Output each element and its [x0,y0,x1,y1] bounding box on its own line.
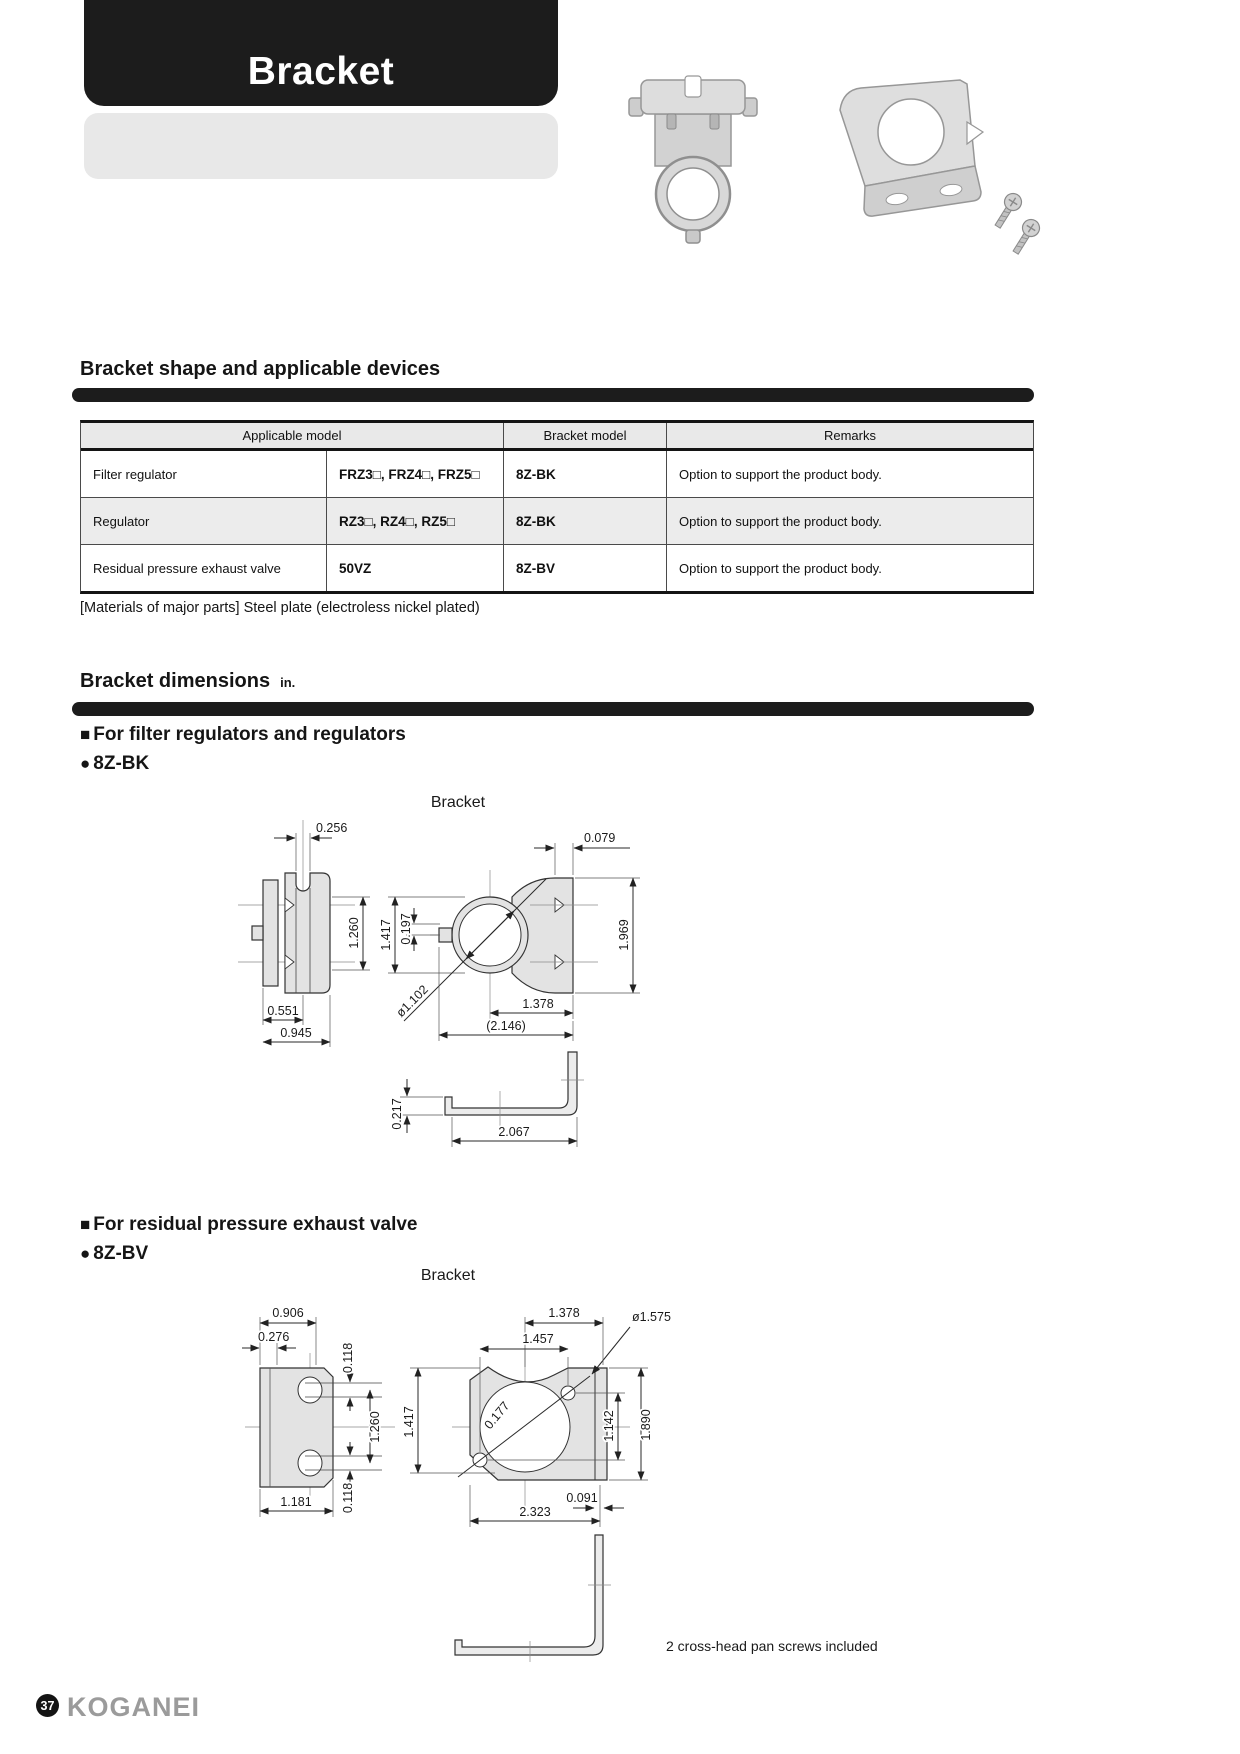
bv-screws-note: 2 cross-head pan screws included [666,1638,878,1654]
bv-dim-hole-span: 1.457 [522,1332,554,1346]
product-photo-brackets [615,70,1055,280]
cell-models: FRZ3□, FRZ4□, FRZ5□ [326,451,503,497]
bk-dimension-drawing [200,785,670,1175]
bv-dim-top-width: 0.906 [272,1306,304,1320]
bk-profile-view [445,1052,584,1131]
bullet-marker-icon: ● [80,1244,91,1263]
bv-model-text: 8Z-BV [93,1243,149,1264]
dimensions-heading-text: Bracket dimensions [80,670,271,692]
col-header-remarks: Remarks [666,423,1033,448]
square-marker-icon: ■ [80,725,91,744]
bk-dim-foot-height: 0.217 [390,1098,404,1130]
col-header-bracket-model: Bracket model [503,423,666,448]
page-title: Bracket [247,50,395,93]
bk-dim-center-to-edge: 1.378 [522,997,554,1011]
brand-logo: KOGANEI [67,1692,201,1722]
bv-dim-hole-inset: 0.276 [258,1330,290,1344]
bv-dim-hole-pitch-right: 1.142 [602,1410,616,1442]
bk-dim-depth-overall: 0.945 [280,1026,312,1040]
page-number: 37 [40,1698,55,1713]
bk-dim-overall-width: (2.146) [486,1019,526,1033]
applicable-devices-table [80,420,1034,594]
bv-dim-big-hole-diameter: ø1.575 [632,1310,671,1324]
bk-dim-foot-length: 2.067 [498,1125,530,1139]
bk-model-heading [80,753,149,775]
bv-dim-small-hole-diameter: 0.177 [481,1398,513,1432]
product-photo-bracket-bv [840,80,983,216]
bv-model-heading [80,1243,148,1265]
page-title-box [84,0,558,106]
cell-device: Residual pressure exhaust valve [93,560,281,576]
cell-models: 50VZ [326,545,503,591]
bv-drawing-caption: Bracket [420,1267,476,1284]
cell-remarks: Option to support the product body. [666,498,1033,544]
bv-dim-slot-width-top: 0.118 [341,1342,355,1374]
materials-note: [Materials of major parts] Steel plate (electroless nickel plated) [80,600,480,616]
cell-remarks: Option to support the product body. [666,545,1033,591]
bk-dim-hole-diameter: ø1.102 [393,982,431,1020]
table-row [81,545,1033,591]
header-gray-panel [84,113,558,179]
bk-subheading-text: For filter regulators and regulators [93,724,406,745]
product-photo-bracket-bk [629,76,757,243]
bk-drawing-caption: Bracket [430,794,486,811]
shape-section-heading: Bracket shape and applicable devices [80,358,441,380]
bv-profile-view [455,1535,611,1662]
bv-subheading [80,1214,418,1236]
bk-subheading [80,724,406,746]
bk-dim-notch-width: 0.256 [316,821,348,835]
dimensions-section-heading [80,670,295,693]
bv-dim-plate-height: 1.417 [402,1406,416,1438]
cell-device: Regulator [93,513,150,529]
cell-bracket-model: 8Z-BK [503,498,666,544]
bv-dim-bottom-width: 1.181 [280,1495,312,1509]
bv-subheading-text: For residual pressure exhaust valve [93,1214,418,1235]
bv-dim-overall-width: 2.323 [519,1505,551,1519]
shape-section-bar [72,388,1034,402]
bk-dim-mount-height: 1.260 [347,917,361,949]
page-number-badge [36,1694,59,1717]
cell-models: RZ3□, RZ4□, RZ5□ [326,498,503,544]
cell-bracket-model: 8Z-BV [503,545,666,591]
table-row [81,498,1033,545]
square-marker-icon: ■ [80,1215,91,1234]
bk-dim-depth-inner: 0.551 [267,1004,299,1018]
bv-dim-center-to-right: 1.378 [548,1306,580,1320]
bv-dimension-drawing [200,1255,900,1675]
col-header-applicable-model: Applicable model [242,428,342,443]
bk-dim-flange-thickness: 0.079 [584,831,616,845]
bv-dim-slot-width-bottom: 0.118 [341,1482,355,1514]
cell-device: Filter regulator [93,466,177,482]
product-photo-screws [990,190,1042,257]
dimensions-section-bar [72,702,1034,716]
bk-dim-pin-offset: 0.197 [399,913,413,945]
bv-dim-flange-thickness: 0.091 [566,1491,598,1505]
dimensions-unit: in. [280,675,296,690]
cell-bracket-model: 8Z-BK [503,451,666,497]
bv-dim-overall-height: 1.890 [639,1409,653,1441]
cell-remarks: Option to support the product body. [666,451,1033,497]
bk-dim-plate-height: 1.417 [379,919,393,951]
table-header-row [81,423,1033,451]
bk-model-text: 8Z-BK [93,753,150,774]
bk-dim-overall-height: 1.969 [617,919,631,951]
bullet-marker-icon: ● [80,754,91,773]
bv-dim-hole-pitch-vertical: 1.260 [368,1411,382,1443]
table-row [81,451,1033,498]
bk-side-view [238,820,355,993]
